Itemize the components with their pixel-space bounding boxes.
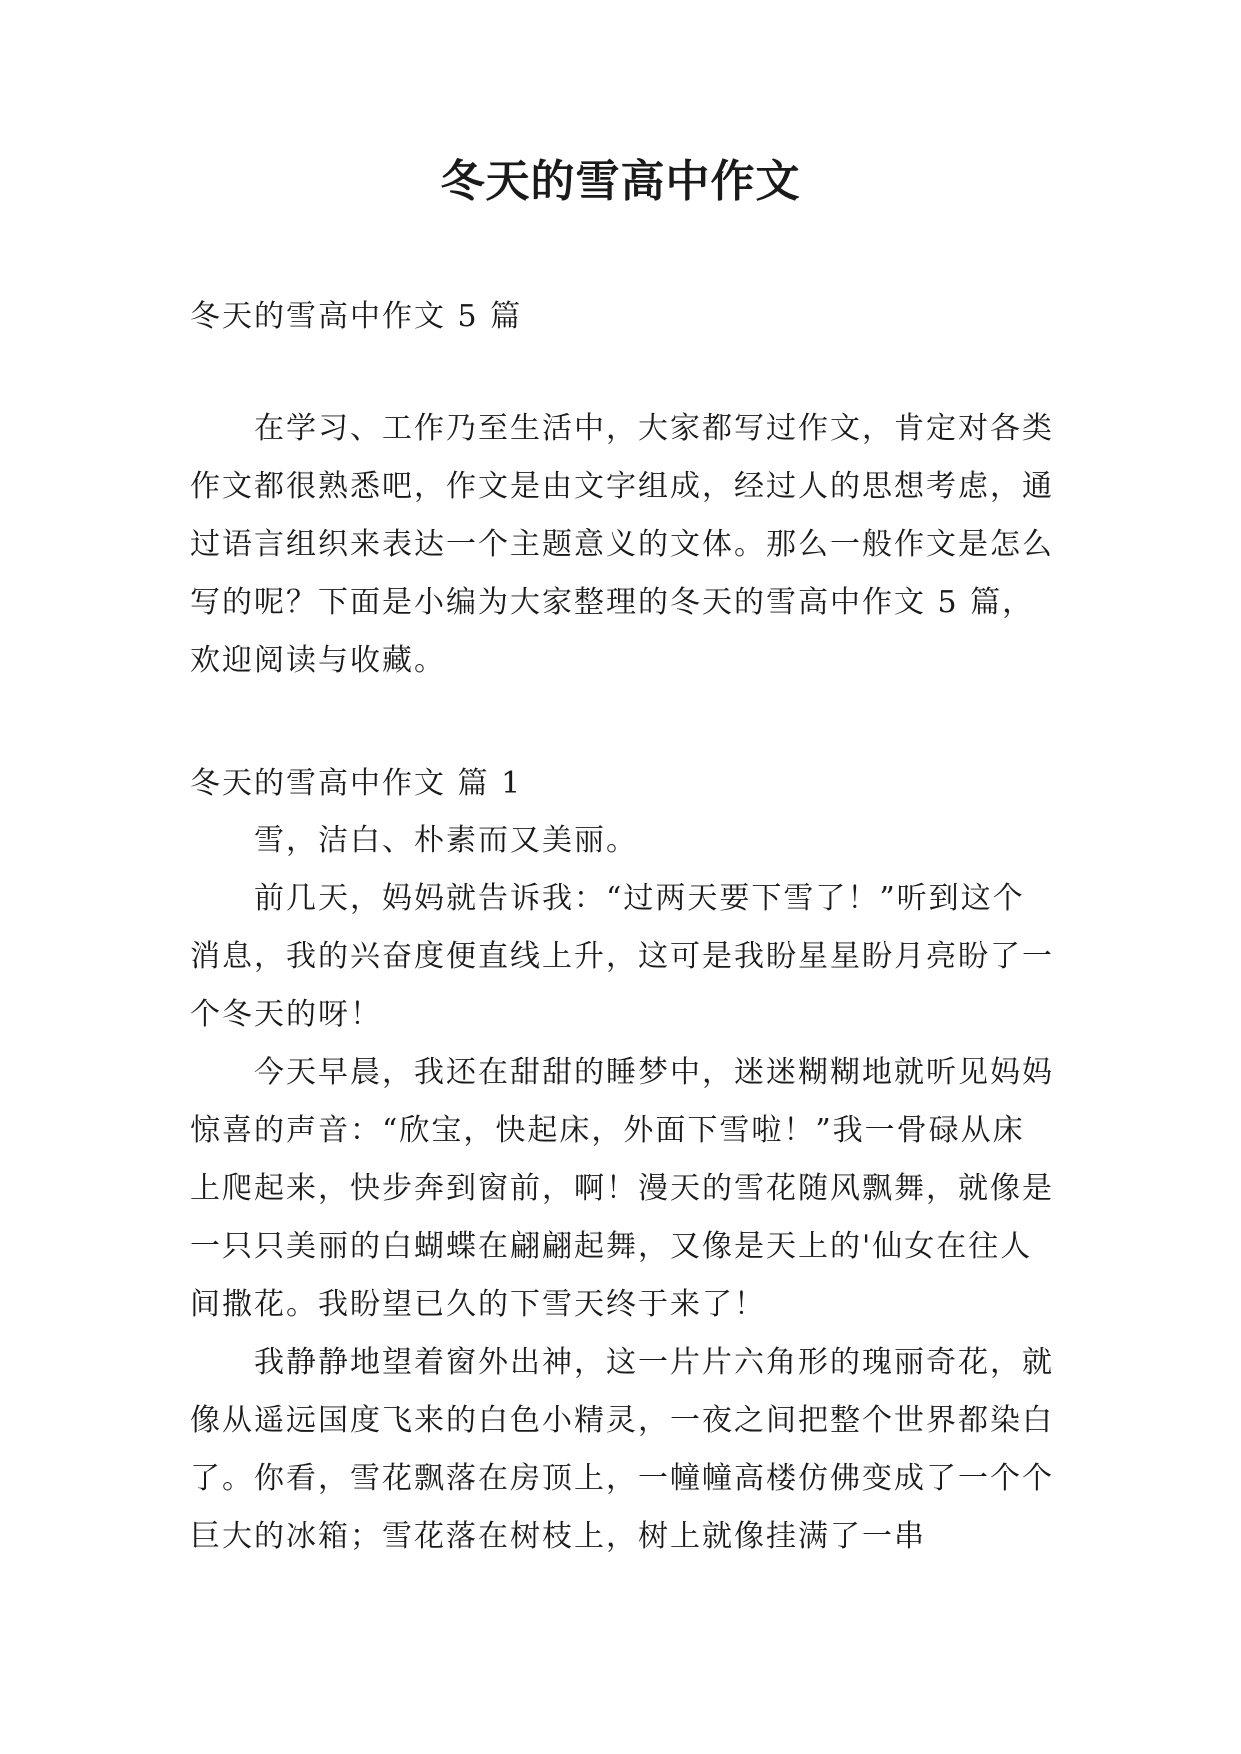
- document-title: 冬天的雪高中作文: [440, 156, 801, 207]
- article-paragraph: 我静静地望着窗外出神，这一片片六角形的瑰丽奇花，就像从遥远国度飞来的白色小精灵，一夜之间把整个世界都染白了。你看，雪花飘落在房顶上，一幢幢高楼仿佛变成了一个个巨大的冰箱；雪花落在树枝上，树上就像挂满了一串: [190, 1345, 1054, 1554]
- article-body: [190, 812, 1056, 1566]
- article-paragraph: 前几天，妈妈就告诉我：“过两天要下雪了！”听到这个消息，我的兴奋度便直线上升，这可是我盼星星盼月亮盼了一个冬天的呀！: [190, 881, 1054, 1032]
- section-heading: 冬天的雪高中作文 篇 1: [190, 766, 523, 801]
- intro-paragraph: 在学习、工作乃至生活中，大家都写过作文，肯定对各类作文都很熟悉吧，作文是由文字组成，经过人的思想考虑，通过语言组织来表达一个主题意义的文体。那么一般作文是怎么写的呢？下面是小编为大家整理的冬天的雪高中作文 5 篇，欢迎阅读与收藏。: [190, 411, 1054, 678]
- document-subtitle: 冬天的雪高中作文 5 篇: [190, 299, 523, 334]
- article-paragraph: 雪，洁白、朴素而又美丽。: [254, 823, 638, 858]
- article-paragraph: 今天早晨，我还在甜甜的睡梦中，迷迷糊糊地就听见妈妈惊喜的声音：“欣宝，快起床，外面下雪啦！”我一骨碌从床上爬起来，快步奔到窗前，啊！漫天的雪花随风飘舞，就像是一只只美丽的白蝴蝶在翩翩起舞，又像是天上的'仙女在往人间撒花。我盼望已久的下雪天终于来了！: [190, 1055, 1054, 1322]
